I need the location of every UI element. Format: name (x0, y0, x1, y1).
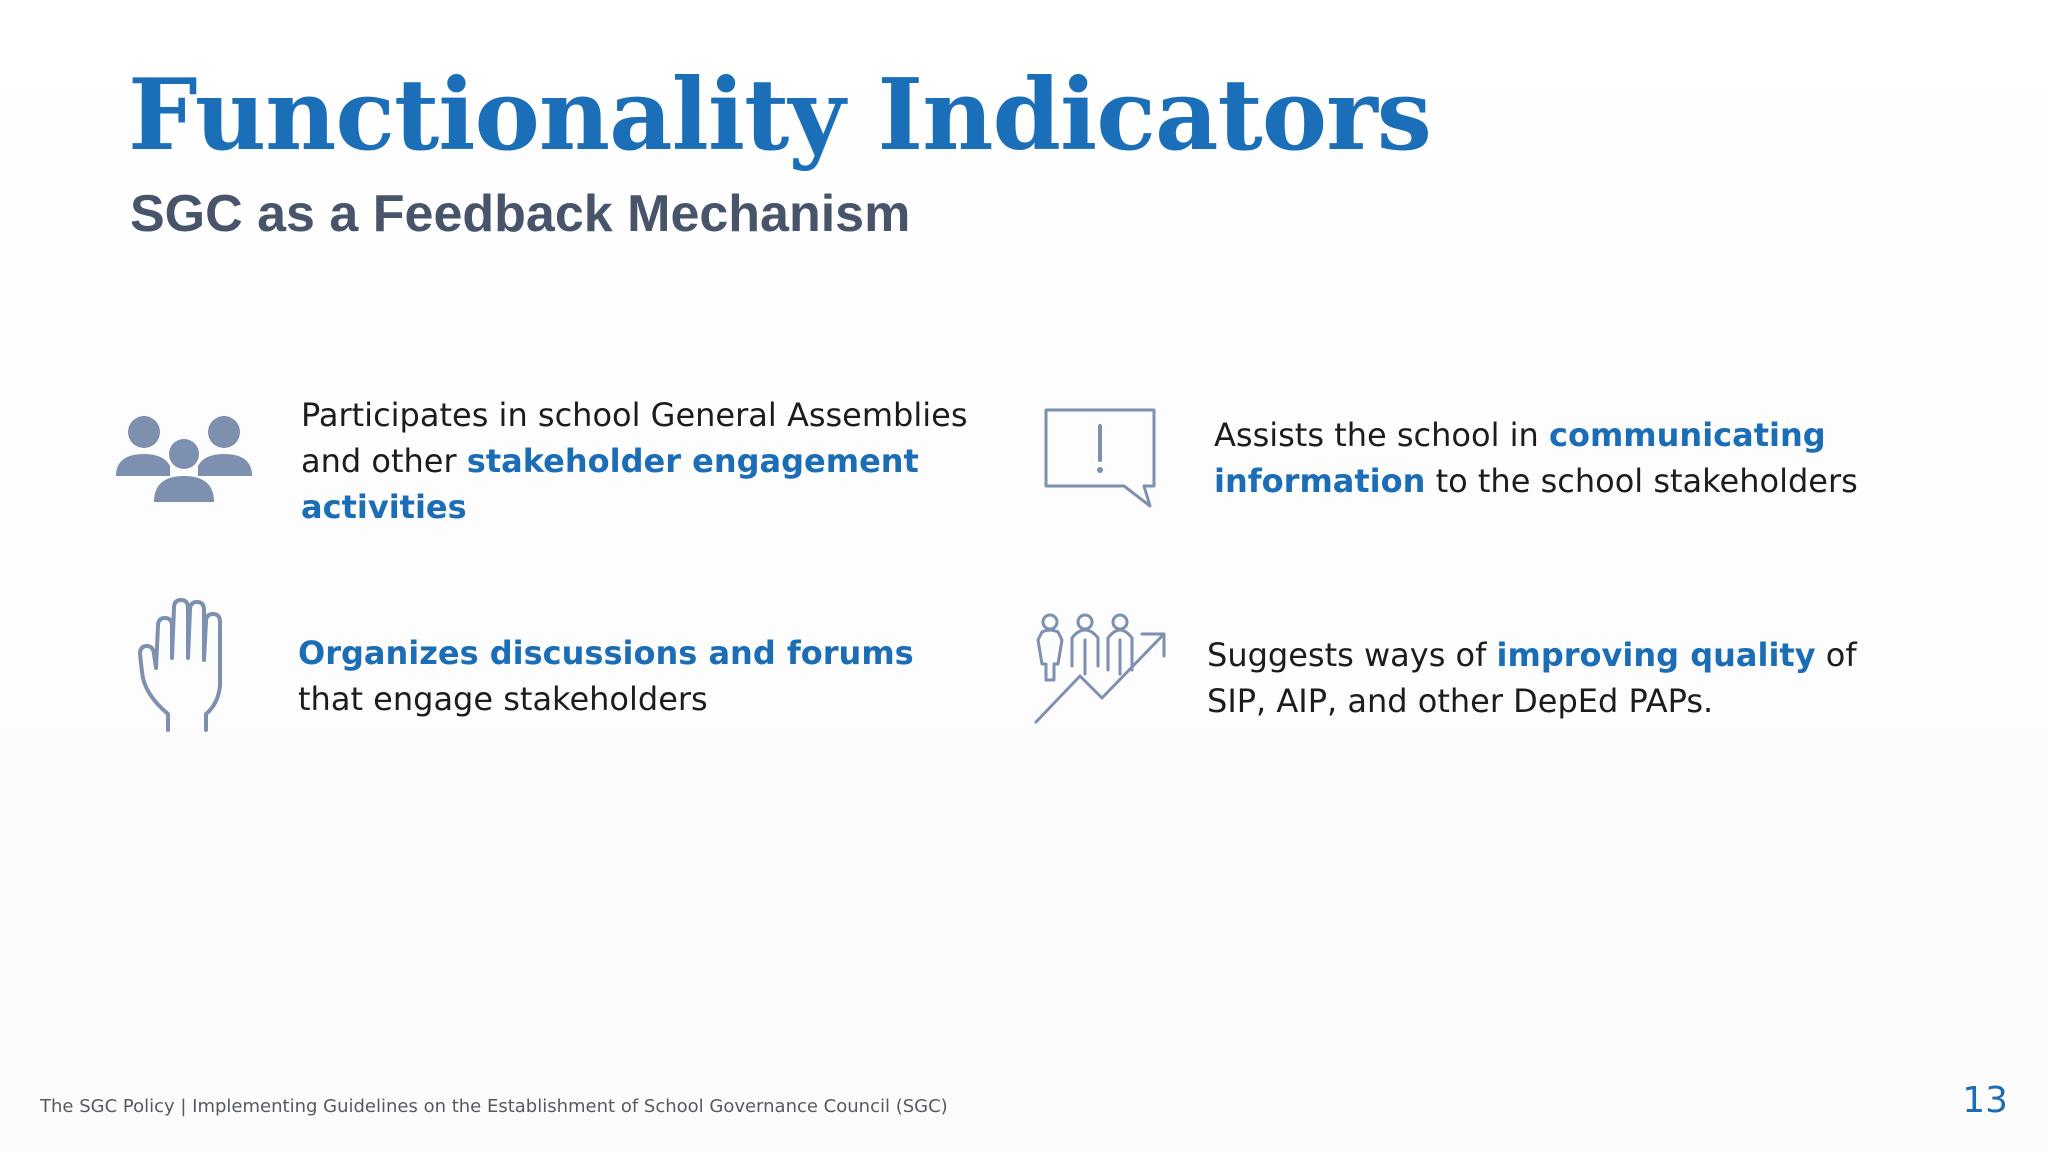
people-growth-arrow-icon (1030, 610, 1170, 726)
people-group-icon (114, 412, 254, 504)
indicator-suggests-text-post: of SIP, AIP, and other DepEd PAPs. (1207, 636, 1857, 720)
raised-hand-icon (136, 596, 236, 732)
slide-title: Functionality Indicators (128, 58, 1431, 173)
page-number: 13 (1962, 1080, 2008, 1121)
indicator-participates-text (301, 392, 981, 530)
indicator-organizes-text (298, 630, 938, 722)
indicator-organizes-highlight: Organizes discussions and forums (298, 634, 914, 672)
slide-subtitle: SGC as a Feedback Mechanism (130, 185, 911, 243)
alert-message-icon (1040, 404, 1160, 512)
indicator-assists-highlight: communicating information (1214, 416, 1826, 500)
indicator-assists-text-pre: Assists the school in (1214, 416, 1549, 454)
indicator-organizes-text-post: that engage stakeholders (298, 680, 708, 718)
indicator-assists-text (1214, 412, 1894, 504)
indicator-suggests-text (1207, 632, 1907, 724)
indicator-participates-text-pre: Participates in school General Assemblies and other (301, 396, 968, 480)
indicator-participates-highlight: stakeholder engagement activities (301, 442, 919, 526)
indicator-suggests-highlight: improving quality (1496, 636, 1816, 674)
footer-text: The SGC Policy | Implementing Guidelines on the Establishment of School Governance Council (SGC) (40, 1096, 948, 1117)
indicator-assists-text-post: to the school stakeholders (1425, 462, 1858, 500)
indicator-suggests-text-pre: Suggests ways of (1207, 636, 1497, 674)
